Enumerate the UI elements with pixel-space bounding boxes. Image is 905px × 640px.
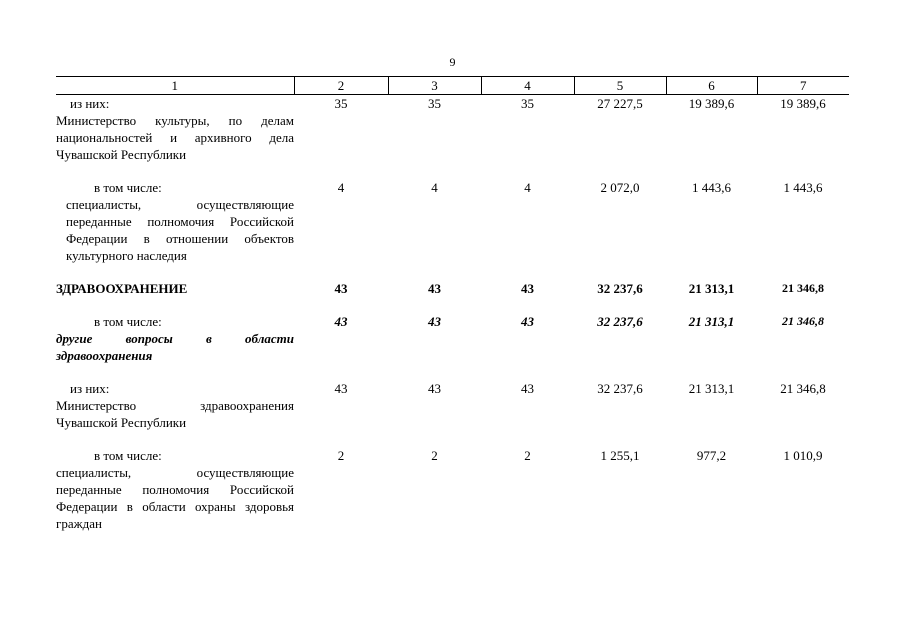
table-row [56, 313, 849, 364]
table-row [56, 179, 849, 264]
row-label [56, 380, 294, 431]
table-row [56, 95, 849, 164]
column-header-1: 1 [56, 77, 294, 95]
cell-col6: 977,2 [696, 448, 727, 463]
row-label [56, 280, 294, 297]
cell-col7: 21 346,8 [780, 381, 826, 396]
column-header-2: 2 [294, 77, 388, 95]
row-label [56, 95, 294, 164]
row-prefix: в том числе: [94, 448, 162, 463]
cell-col3: 43 [428, 381, 441, 396]
column-header-4: 4 [481, 77, 574, 95]
row-text: другие вопросы в области здравоохранения [56, 331, 294, 363]
row-text: специалисты, осуществляющие переданные полномочия Российской Федерации в отношении объектов культурного наследия [66, 197, 294, 263]
cell-col3: 35 [428, 96, 441, 111]
row-text: Министерство здравоохранения Чувашской Республики [56, 398, 294, 430]
cell-col2: 43 [334, 381, 348, 396]
row-text: специалисты, осуществляющие переданные полномочия Российской Федерации в области охраны здоровья граждан [56, 465, 294, 531]
cell-col2: 2 [337, 448, 345, 463]
cell-col4: 43 [521, 381, 534, 396]
row-prefix: в том числе: [94, 180, 162, 195]
cell-col3: 2 [431, 448, 438, 463]
row-label [56, 447, 294, 532]
row-label [56, 179, 294, 264]
cell-col2: 43 [334, 281, 348, 296]
row-text: Министерство культуры, по делам национальностей и архивного дела Чувашской Республики [56, 113, 294, 162]
cell-col7: 21 346,8 [782, 314, 824, 328]
cell-col7: 19 389,6 [780, 96, 826, 111]
cell-col2: 4 [337, 180, 345, 195]
cell-col5: 32 237,6 [597, 314, 643, 329]
cell-col3: 4 [431, 180, 438, 195]
table-row [56, 280, 849, 297]
cell-col5: 27 227,5 [597, 96, 643, 111]
cell-col3: 43 [428, 281, 441, 296]
column-header-7: 7 [757, 77, 849, 95]
row-prefix: из них: [70, 96, 110, 111]
cell-col5: 32 237,6 [597, 381, 643, 396]
cell-col5: 2 072,0 [600, 180, 640, 195]
table-row [56, 380, 849, 431]
cell-col4: 35 [521, 96, 534, 111]
cell-col5: 1 255,1 [600, 448, 640, 463]
row-text: ЗДРАВООХРАНЕНИЕ [56, 281, 188, 296]
cell-col6: 21 313,1 [688, 281, 735, 296]
cell-col6: 1 443,6 [692, 180, 731, 195]
cell-col5: 32 237,6 [597, 281, 643, 296]
column-header-6: 6 [666, 77, 757, 95]
cell-col4: 43 [521, 314, 534, 329]
column-header-5: 5 [574, 77, 666, 95]
cell-col6: 19 389,6 [688, 96, 735, 111]
row-label [56, 313, 294, 364]
cell-col7: 21 346,8 [782, 281, 824, 295]
cell-col4: 4 [524, 180, 531, 195]
header-row [56, 77, 849, 95]
cell-col2: 35 [334, 96, 348, 111]
cell-col7: 1 443,6 [783, 180, 823, 195]
row-prefix: в том числе: [94, 314, 162, 329]
cell-col4: 43 [521, 281, 534, 296]
page-number: 9 [449, 55, 456, 69]
budget-table [56, 76, 849, 532]
cell-col2: 43 [334, 314, 348, 329]
table-row [56, 447, 849, 532]
row-prefix: из них: [70, 381, 110, 396]
cell-col3: 43 [428, 314, 441, 329]
cell-col7: 1 010,9 [783, 448, 823, 463]
column-header-3: 3 [388, 77, 481, 95]
cell-col6: 21 313,1 [688, 314, 735, 329]
cell-col6: 21 313,1 [688, 381, 735, 396]
cell-col4: 2 [524, 448, 531, 463]
